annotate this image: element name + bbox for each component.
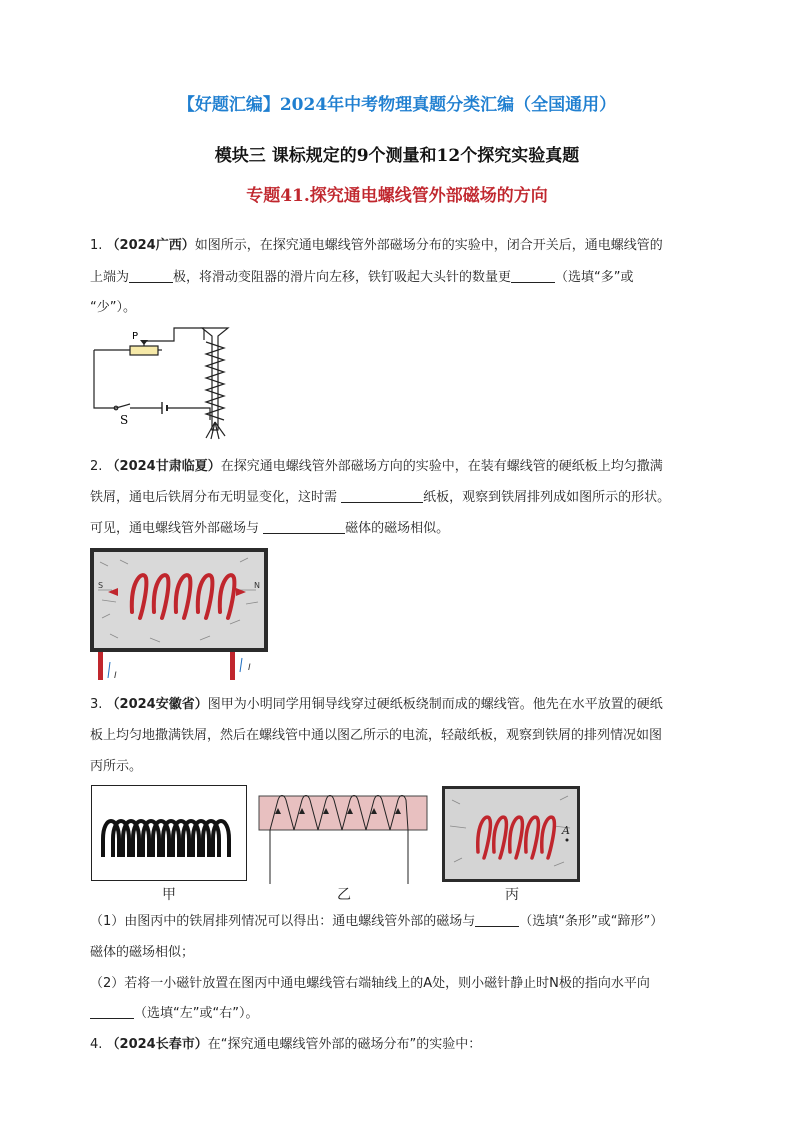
q3-number: 3. xyxy=(90,697,103,712)
q1-source: （2024广西） xyxy=(106,238,195,253)
q2-iron-filings-photo xyxy=(90,548,268,680)
fig-bing-photo xyxy=(442,786,580,882)
q3-sub1-text-b: （选填“条形”或“蹄形”） xyxy=(519,914,664,929)
q2-text2a: 铁屑，通电后铁屑分布无明显变化，这时需 xyxy=(90,490,338,505)
q1-text1: 如图所示，在探究通电螺线管外部磁场分布的实验中，闭合开关后，通电螺线管的 xyxy=(194,238,663,253)
q3-sub1-line2: 磁体的磁场相似； xyxy=(90,945,195,960)
q2-text1: 在探究通电螺线管外部磁场方向的实验中，在装有螺线管的硬纸板上均匀撒满 xyxy=(220,459,663,474)
fig-jia-coil xyxy=(91,785,247,881)
q3-sub1-text-a: （1）由图丙中的铁屑排列情况可以得出：通电螺线管外部的磁场与 xyxy=(90,914,476,929)
fig-n-label: N xyxy=(254,581,260,590)
slider-label: P xyxy=(132,331,139,342)
q1-line1 xyxy=(90,231,708,260)
q4-line1 xyxy=(90,1030,708,1059)
q4-source: （2024长春市） xyxy=(106,1037,208,1052)
arrow-icon xyxy=(140,340,148,345)
answer-blank[interactable] xyxy=(263,519,345,534)
current-label: I xyxy=(248,663,251,673)
q2-number: 2. xyxy=(90,459,103,474)
q1-text2b: 极，将滑动变阻器的滑片向左移，铁钉吸起大头针的数量更 xyxy=(173,270,512,285)
q3-source: （2024安徽省） xyxy=(106,697,208,712)
q4-number: 4. xyxy=(90,1037,103,1052)
q1-circuit-figure xyxy=(88,322,248,442)
answer-blank[interactable] xyxy=(511,268,555,283)
q1-line3: “少”）。 xyxy=(90,300,136,315)
caption-yi: 乙 xyxy=(337,887,351,903)
q1-line2 xyxy=(90,263,708,292)
q3-text1: 图甲为小明同学用铜导线穿过硬纸板绕制而成的螺线管。他先在水平放置的硬纸 xyxy=(207,697,663,712)
point-a-label: A xyxy=(562,824,570,837)
answer-blank[interactable] xyxy=(341,488,423,503)
q3-sub1-line1 xyxy=(90,907,708,936)
topic-title: 专题41.探究通电螺线管外部磁场的方向 xyxy=(246,186,548,206)
q2-text3a: 可见，通电螺线管外部磁场与 xyxy=(90,521,260,536)
q3-line2: 板上均匀地撒满铁屑，然后在螺线管中通以图乙所示的电流，轻敲纸板，观察到铁屑的排列情况如图 xyxy=(90,728,663,743)
caption-jia: 甲 xyxy=(162,887,176,903)
switch-label: S xyxy=(120,413,129,427)
answer-blank[interactable] xyxy=(475,912,519,927)
answer-blank[interactable] xyxy=(129,268,173,283)
q3-sub2-line2 xyxy=(90,999,708,1028)
q3-sub2-text-b: （选填“左”或“右”）。 xyxy=(134,1006,259,1021)
q3-line1 xyxy=(90,690,708,719)
q1-number: 1. xyxy=(90,238,103,253)
q3-sub2-line1: （2）若将一小磁针放置在图丙中通电螺线管右端轴线上的A处，则小磁针静止时N极的指向水平向 xyxy=(90,976,650,991)
q2-text3b: 磁体的磁场相似。 xyxy=(345,521,450,536)
q2-source: （2024甘肃临夏） xyxy=(106,459,221,474)
document-title: 【好题汇编】2024年中考物理真题分类汇编（全国通用） xyxy=(177,95,617,115)
q1-text2c: （选填“多”或 xyxy=(555,270,634,285)
q3-line3: 丙所示。 xyxy=(90,759,143,774)
q2-line2 xyxy=(90,483,708,512)
fig-s-label: S xyxy=(98,581,104,590)
q1-text2a: 上端为 xyxy=(90,270,130,285)
q2-text2b: 纸板，观察到铁屑排列成如图所示的形状。 xyxy=(423,490,671,505)
caption-bing: 丙 xyxy=(505,887,519,903)
fig-yi-solenoid xyxy=(258,790,428,884)
current-label: I xyxy=(114,671,117,680)
q2-line1 xyxy=(90,452,708,481)
module-title: 模块三 课标规定的9个测量和12个探究实验真题 xyxy=(214,146,580,166)
point-a-marker xyxy=(566,839,569,842)
q4-text1: 在“探究通电螺线管外部的磁场分布”的实验中： xyxy=(207,1037,482,1052)
q2-line3 xyxy=(90,514,708,543)
answer-blank[interactable] xyxy=(90,1004,134,1019)
